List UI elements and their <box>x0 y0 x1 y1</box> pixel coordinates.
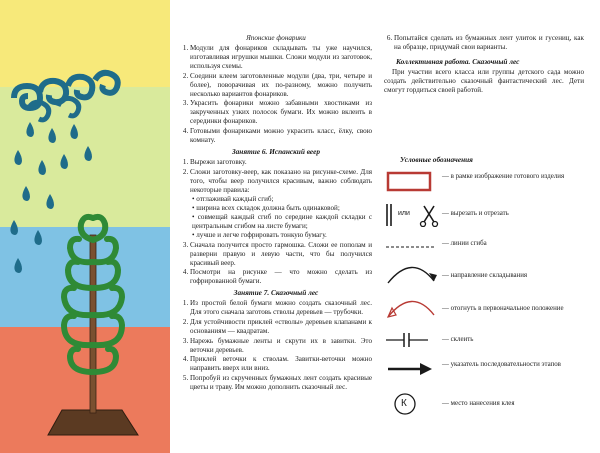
cut-scissors-icon <box>384 203 440 232</box>
list-item: 3. Нарежь бумажные ленты и скрути их в завитки. Это веточки деревьев. <box>190 337 372 355</box>
list-item: 5. Попробуй из скрученных бумажных лент создать красивые цветы и траву. Им можно дополнить сказочный лес. <box>190 374 372 392</box>
lesson7-list <box>180 299 372 391</box>
legend-text: — отогнуть в первоначальное положение <box>442 305 564 312</box>
illustration-panel <box>0 0 170 453</box>
lesson6-list <box>180 158 372 286</box>
lesson7-title: Занятие 7. Сказочный лес <box>233 288 319 298</box>
list-item-text: Сложи заготовку-веер, как показано на рисунке-схеме. Для того, чтобы веер получился красивым, важно соблюдать некоторые правила: <box>190 167 372 194</box>
list-item: 6. Попытайся сделать из бумажных лент улиток и гусениц, как на образце, придумай свои варианты. <box>394 34 584 52</box>
legend-text: — место нанесения клея <box>442 400 515 407</box>
list-item <box>190 168 372 240</box>
list-item: 4. Приклей веточки к стволам. Завитки-веточки можно направить вверх или вниз. <box>190 355 372 373</box>
list-item: 4. Готовыми фонариками можно украсить класс, ёлку, свою комнату. <box>190 127 372 145</box>
glue-mark-icon <box>384 331 440 354</box>
list-item: 2. Для устойчивости приклей «стволы» деревьев клапанами к основаниям — квадратам. <box>190 318 372 336</box>
glue-spot-letter: К <box>401 398 407 409</box>
list-item: 3. Сначала получится просто гармошка. Сложи ее пополам и разверни правую и левую части, что бы получился красивый веер. <box>190 241 372 268</box>
list-item: 3. Украсить фонарики можно забавными хвостиками из закрученных узких полосок бумаги. Их можно вклеить в серединки фонариков. <box>190 99 372 126</box>
legend-title: Условные обозначения <box>400 155 473 164</box>
legend-row-glue-spot <box>384 391 594 419</box>
text-column-1 <box>180 34 372 392</box>
list-item: 2. Соедини клеем заготовленные модули (два, три, четыре и более), поворачивая их по-разному, можно получить несколько вариантов фонариков. <box>190 72 372 99</box>
intro-title: Японские фонарики <box>246 34 306 42</box>
sequence-arrow-icon <box>384 362 440 381</box>
legend-text: — в рамке изображение готового изделия <box>442 173 565 180</box>
legend-row-fold-line <box>384 237 594 255</box>
glue-spot-k-icon <box>384 391 440 422</box>
legend-row-sequence <box>384 359 594 389</box>
legend <box>384 155 594 445</box>
rule-bullet: • лучше и легче гофрировать тонкую бумагу. <box>192 230 327 239</box>
rule-bullet: • ширина всех складок должна быть одинаковой; <box>192 203 340 212</box>
bend-back-arrow-icon <box>384 293 440 326</box>
continued-list <box>384 34 584 52</box>
legend-row-cut <box>384 203 594 233</box>
tree-base <box>48 410 138 435</box>
list-item: 1. Вырежи заготовку. <box>190 158 372 167</box>
rule-bullet: • совмещай каждый сгиб по середине каждой складки с центральным сгибом на листе бумаги; <box>192 212 372 230</box>
text-column-2 <box>384 34 584 97</box>
intro-list <box>180 44 372 145</box>
legend-text: — направление складывания <box>442 272 528 279</box>
legend-text: — линии сгиба <box>442 240 487 247</box>
legend-text: — склеить <box>442 336 474 343</box>
collective-work-text: При участии всего класса или группы детского сада можно создать действительно сказочный фантастический лес. Дети смогут гордиться своей работой. <box>384 68 584 95</box>
list-item: 1. Модули для фонариков складывать ты уже научился, изготавливая игрушки мышки. Сложи модули из заготовок, используя схемы. <box>190 44 372 71</box>
legend-row-frame <box>384 169 594 199</box>
legend-text: — указатель последовательности этапов <box>442 361 561 368</box>
cloud-curls <box>14 73 118 120</box>
rain-drops <box>10 122 92 273</box>
paper-forest-illustration <box>0 0 170 453</box>
fold-line-icon <box>384 239 440 257</box>
legend-row-fold-direction <box>384 259 594 289</box>
fold-direction-arrow-icon <box>384 259 440 292</box>
list-item: 1. Из простой белой бумаги можно создать сказочный лес. Для этого сначала заготовь стволы деревьев — трубочки. <box>190 299 372 317</box>
lesson6-title: Занятие 6. Испанский веер <box>231 147 321 157</box>
list-item: 4. Посмотри на рисунке — что можно сделать из гофрированной бумаги. <box>190 268 372 286</box>
legend-text: — вырезать и отрезать <box>442 210 509 217</box>
legend-row-glue <box>384 331 594 353</box>
or-label: или <box>398 210 410 217</box>
collective-work-title: Коллективная работа. Сказочный лес <box>396 57 520 67</box>
frame-rect-icon <box>384 171 440 198</box>
legend-row-bend-back <box>384 293 594 327</box>
rule-bullet: • отглаживай каждый сгиб; <box>192 194 274 203</box>
